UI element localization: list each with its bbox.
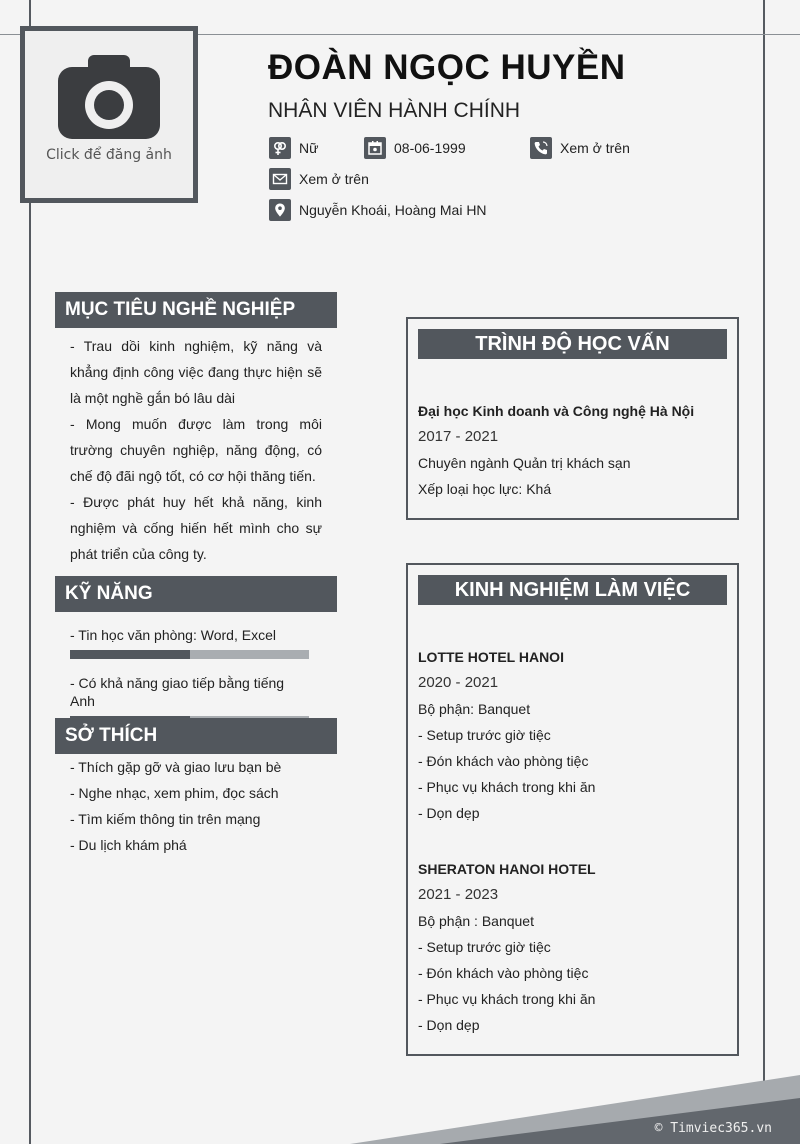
job-years: 2020 - 2021: [418, 674, 499, 691]
skill-bar-fill: [70, 650, 190, 659]
skill-label: - Tin học văn phòng: Word, Excel: [70, 627, 276, 643]
education-years: 2017 - 2021: [418, 428, 499, 445]
job-department: Bộ phận : Banquet: [418, 913, 534, 929]
job-task: - Phục vụ khách trong khi ăn: [418, 779, 596, 795]
objective-heading: MỤC TIÊU NGHỀ NGHIỆP: [55, 292, 337, 328]
education-major: Chuyên ngành Quản trị khách sạn: [418, 455, 631, 471]
calendar-icon: [364, 137, 386, 159]
job-task: - Setup trước giờ tiệc: [418, 939, 551, 955]
photo-caption: Click để đăng ảnh: [46, 147, 172, 163]
education-box: [406, 317, 739, 520]
job-task: - Phục vụ khách trong khi ăn: [418, 991, 596, 1007]
mail-icon: [269, 168, 291, 190]
education-details: [418, 398, 694, 502]
job-years: 2021 - 2023: [418, 886, 499, 903]
objective-line: - Được phát huy hết khả năng, kinh nghiệm và cống hiến hết mình cho sự phát triển của công ty.: [70, 494, 322, 562]
job-task: - Đón khách vào phòng tiệc: [418, 753, 589, 769]
education-heading: TRÌNH ĐỘ HỌC VẤN: [418, 329, 727, 359]
skill-label: - Có khả năng giao tiếp bằng tiếng Anh: [70, 675, 285, 709]
camera-icon: [58, 55, 160, 139]
birthday-value: 08-06-1999: [394, 140, 466, 156]
footer-watermark: © Timviec365.vn: [654, 1121, 772, 1136]
skill-item: [70, 626, 310, 659]
email-value: Xem ở trên: [299, 171, 369, 187]
gender-value: Nữ: [299, 140, 319, 156]
list-item: - Thích gặp gỡ và giao lưu bạn bè: [70, 759, 282, 775]
company-name: LOTTE HOTEL HANOI: [418, 649, 564, 665]
hobbies-heading: SỞ THÍCH: [55, 718, 337, 754]
birthday-info: [364, 137, 466, 159]
list-item: - Du lịch khám phá: [70, 837, 187, 853]
education-grade: Xếp loại học lực: Khá: [418, 481, 552, 497]
list-item: - Nghe nhạc, xem phim, đọc sách: [70, 785, 279, 801]
phone-icon: [530, 137, 552, 159]
photo-upload[interactable]: [20, 26, 198, 203]
email-info: [269, 168, 369, 190]
job-task: - Setup trước giờ tiệc: [418, 727, 551, 743]
address-value: Nguyễn Khoái, Hoàng Mai HN: [299, 202, 487, 218]
job-task: - Dọn dẹp: [418, 1017, 480, 1033]
gender-icon: [269, 137, 291, 159]
phone-info: [530, 137, 630, 159]
phone-value: Xem ở trên: [560, 140, 630, 156]
address-info: [269, 199, 487, 221]
objective-line: - Mong muốn được làm trong môi trường chuyên nghiệp, năng động, có chế độ đãi ngộ tốt, có cơ hội thăng tiến.: [70, 416, 322, 484]
job-task: - Đón khách vào phòng tiệc: [418, 965, 589, 981]
experience-heading: KINH NGHIỆM LÀM VIỆC: [418, 575, 727, 605]
list-item: - Tìm kiếm thông tin trên mạng: [70, 811, 261, 827]
job-entry: [418, 856, 596, 1038]
company-name: SHERATON HANOI HOTEL: [418, 861, 596, 877]
skill-bar: [70, 650, 309, 659]
school-name: Đại học Kinh doanh và Công nghệ Hà Nội: [418, 403, 695, 419]
candidate-name: ĐOÀN NGỌC HUYỀN: [268, 48, 626, 87]
hobbies-list: [70, 754, 281, 858]
gender-info: [269, 137, 318, 159]
job-department: Bộ phận: Banquet: [418, 701, 531, 717]
job-entry: [418, 644, 595, 826]
location-icon: [269, 199, 291, 221]
objective-line: - Trau dồi kinh nghiệm, kỹ năng và khẳng định công việc đang thực hiện sẽ là một nghề gắn bó lâu dài: [70, 338, 322, 406]
objective-text: [70, 333, 322, 567]
skills-heading: KỸ NĂNG: [55, 576, 337, 612]
experience-box: [406, 563, 739, 1056]
job-task: - Dọn dẹp: [418, 805, 480, 821]
job-title: NHÂN VIÊN HÀNH CHÍNH: [268, 99, 521, 122]
